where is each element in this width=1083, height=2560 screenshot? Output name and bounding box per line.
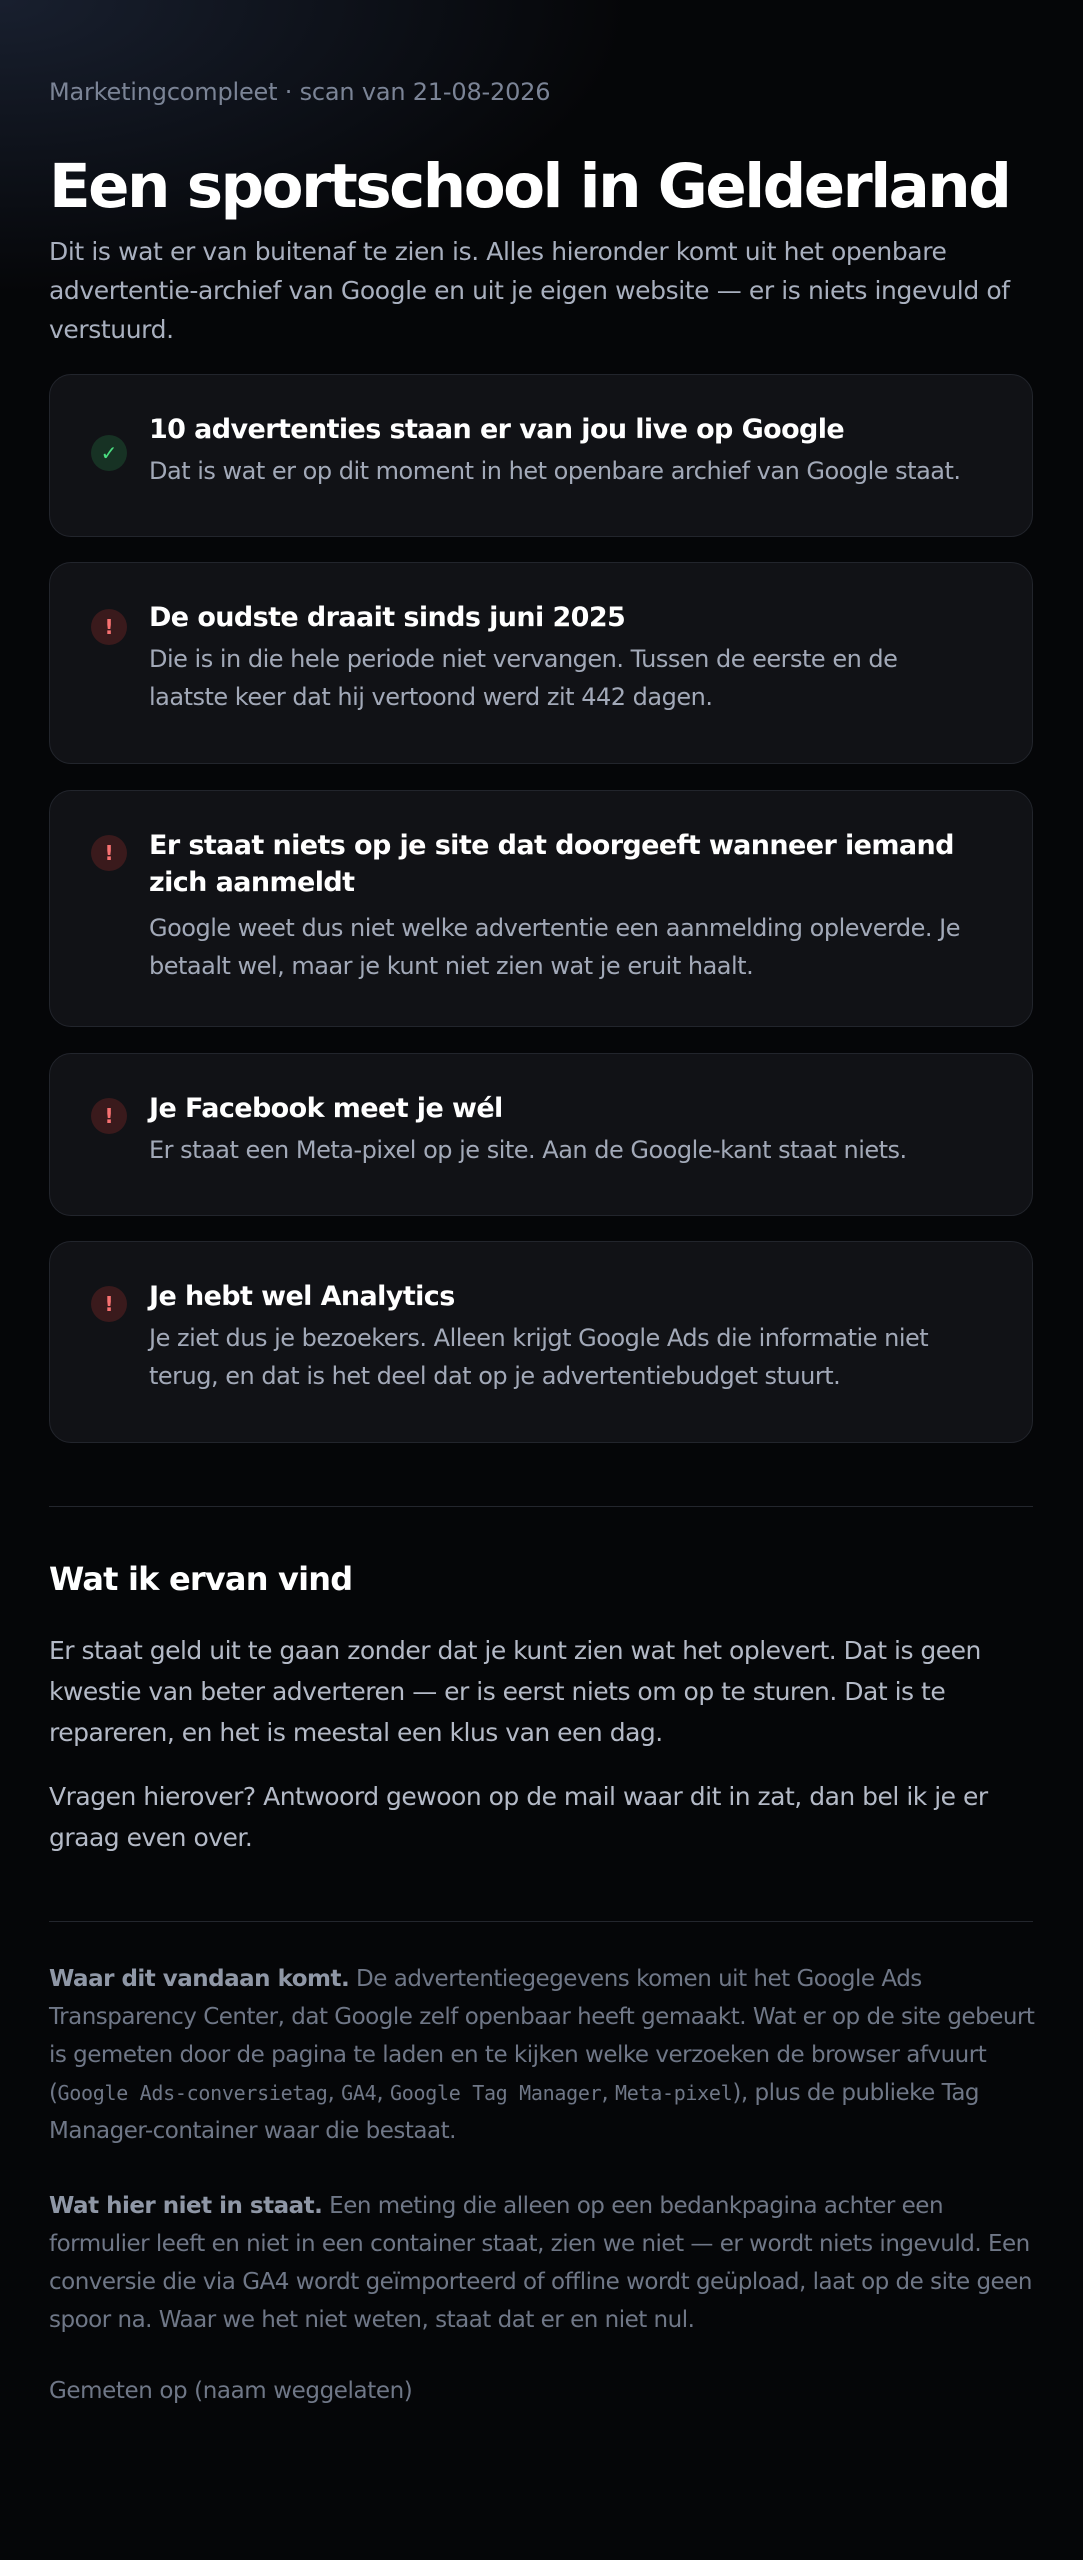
finding-title: 10 advertenties staan er van jou live op Google <box>149 414 845 445</box>
check-icon: ✓ <box>91 435 127 471</box>
finding-body: Dat is wat er op dit moment in het openbare archief van Google staat. <box>149 457 961 485</box>
separator: , <box>601 2080 615 2106</box>
finding-body: Google weet dus niet welke advertentie een aanmelding opleverde. Je betaalt wel, maar je kunt niet zien wat je eruit haalt. <box>149 914 961 980</box>
warning-icon: ! <box>91 609 127 645</box>
page-title: Een sportschool in Gelderland <box>49 151 1010 222</box>
finding-card-live-ads <box>49 374 1033 537</box>
limits-text: Een meting die alleen op een bedankpagina achter een formulier leeft en niet in een container staat, zien we niet — er wordt niets ingevuld. Een conversie die via GA4 wordt geïmporteerd of offline wordt geüpload, laat op de site geen spoor na. Waar we het niet weten, staat dat er en niet nul. <box>49 2193 1032 2333</box>
tag-google-ads: Google Ads-conversietag <box>57 2081 328 2105</box>
separator: , <box>327 2080 342 2106</box>
source-text-end: ), plus de publieke Tag Manager-container waar die bestaat. <box>49 2080 980 2144</box>
tag-ga4: GA4 <box>341 2081 377 2105</box>
scan-meta: Marketingcompleet · scan van 21-08-2026 <box>49 78 551 106</box>
source-text: De advertentiegegevens komen uit het Google Ads Transparency Center, dat Google zelf openbaar heeft gemaakt. Wat er op de site gebeurt is gemeten door de pagina te laden en te kijken welke verzoeken de browser afvuurt ( <box>49 1966 1035 2106</box>
source-label: Waar dit vandaan komt. <box>49 1966 350 1992</box>
finding-card-meta-pixel <box>49 1053 1033 1216</box>
separator: , <box>376 2080 391 2106</box>
finding-title: Er staat niets op je site dat doorgeeft wanneer iemand zich aanmeldt <box>149 830 954 898</box>
finding-body: Die is in die hele periode niet vervangen. Tussen de eerste en de laatste keer dat hij vertoond werd zit 442 dagen. <box>149 645 898 711</box>
finding-body: Er staat een Meta-pixel op je site. Aan de Google-kant staat niets. <box>149 1136 907 1164</box>
opinion-paragraph: Er staat geld uit te gaan zonder dat je kunt zien wat het oplevert. Dat is geen kwestie van beter adverteren — er is eerst niets om op te sturen. Dat is te repareren, en het is meestal een klus van een dag. <box>49 1636 981 1747</box>
section-divider <box>49 1506 1033 1507</box>
tag-meta-pixel: Meta-pixel <box>614 2081 733 2105</box>
opinion-paragraph: Vragen hierover? Antwoord gewoon op de mail waar dit in zat, dan bel ik je er graag even over. <box>49 1782 988 1852</box>
finding-card-oldest-ad <box>49 562 1033 764</box>
source-note <box>49 1960 1039 2150</box>
finding-card-no-conversion-tracking <box>49 790 1033 1027</box>
limits-note <box>49 2187 1039 2339</box>
opinion-title: Wat ik ervan vind <box>49 1560 353 1598</box>
tag-gtm: Google Tag Manager <box>390 2081 602 2105</box>
warning-icon: ! <box>91 835 127 871</box>
finding-title: Je Facebook meet je wél <box>149 1093 503 1124</box>
footer-divider <box>49 1921 1033 1922</box>
finding-body: Je ziet dus je bezoekers. Alleen krijgt Google Ads die informatie niet terug, en dat is het deel dat op je advertentiebudget stuurt. <box>149 1324 929 1390</box>
measured-by: Gemeten op (naam weggelaten) <box>49 2378 413 2404</box>
limits-label: Wat hier niet in staat. <box>49 2193 323 2219</box>
finding-title: Je hebt wel Analytics <box>149 1281 455 1312</box>
finding-card-analytics <box>49 1241 1033 1443</box>
warning-icon: ! <box>91 1286 127 1322</box>
finding-title: De oudste draait sinds juni 2025 <box>149 602 626 633</box>
warning-icon: ! <box>91 1098 127 1134</box>
intro-text: Dit is wat er van buitenaf te zien is. Alles hieronder komt uit het openbare advertentie-archief van Google en uit je eigen website — er is niets ingevuld of verstuurd. <box>49 237 1010 344</box>
